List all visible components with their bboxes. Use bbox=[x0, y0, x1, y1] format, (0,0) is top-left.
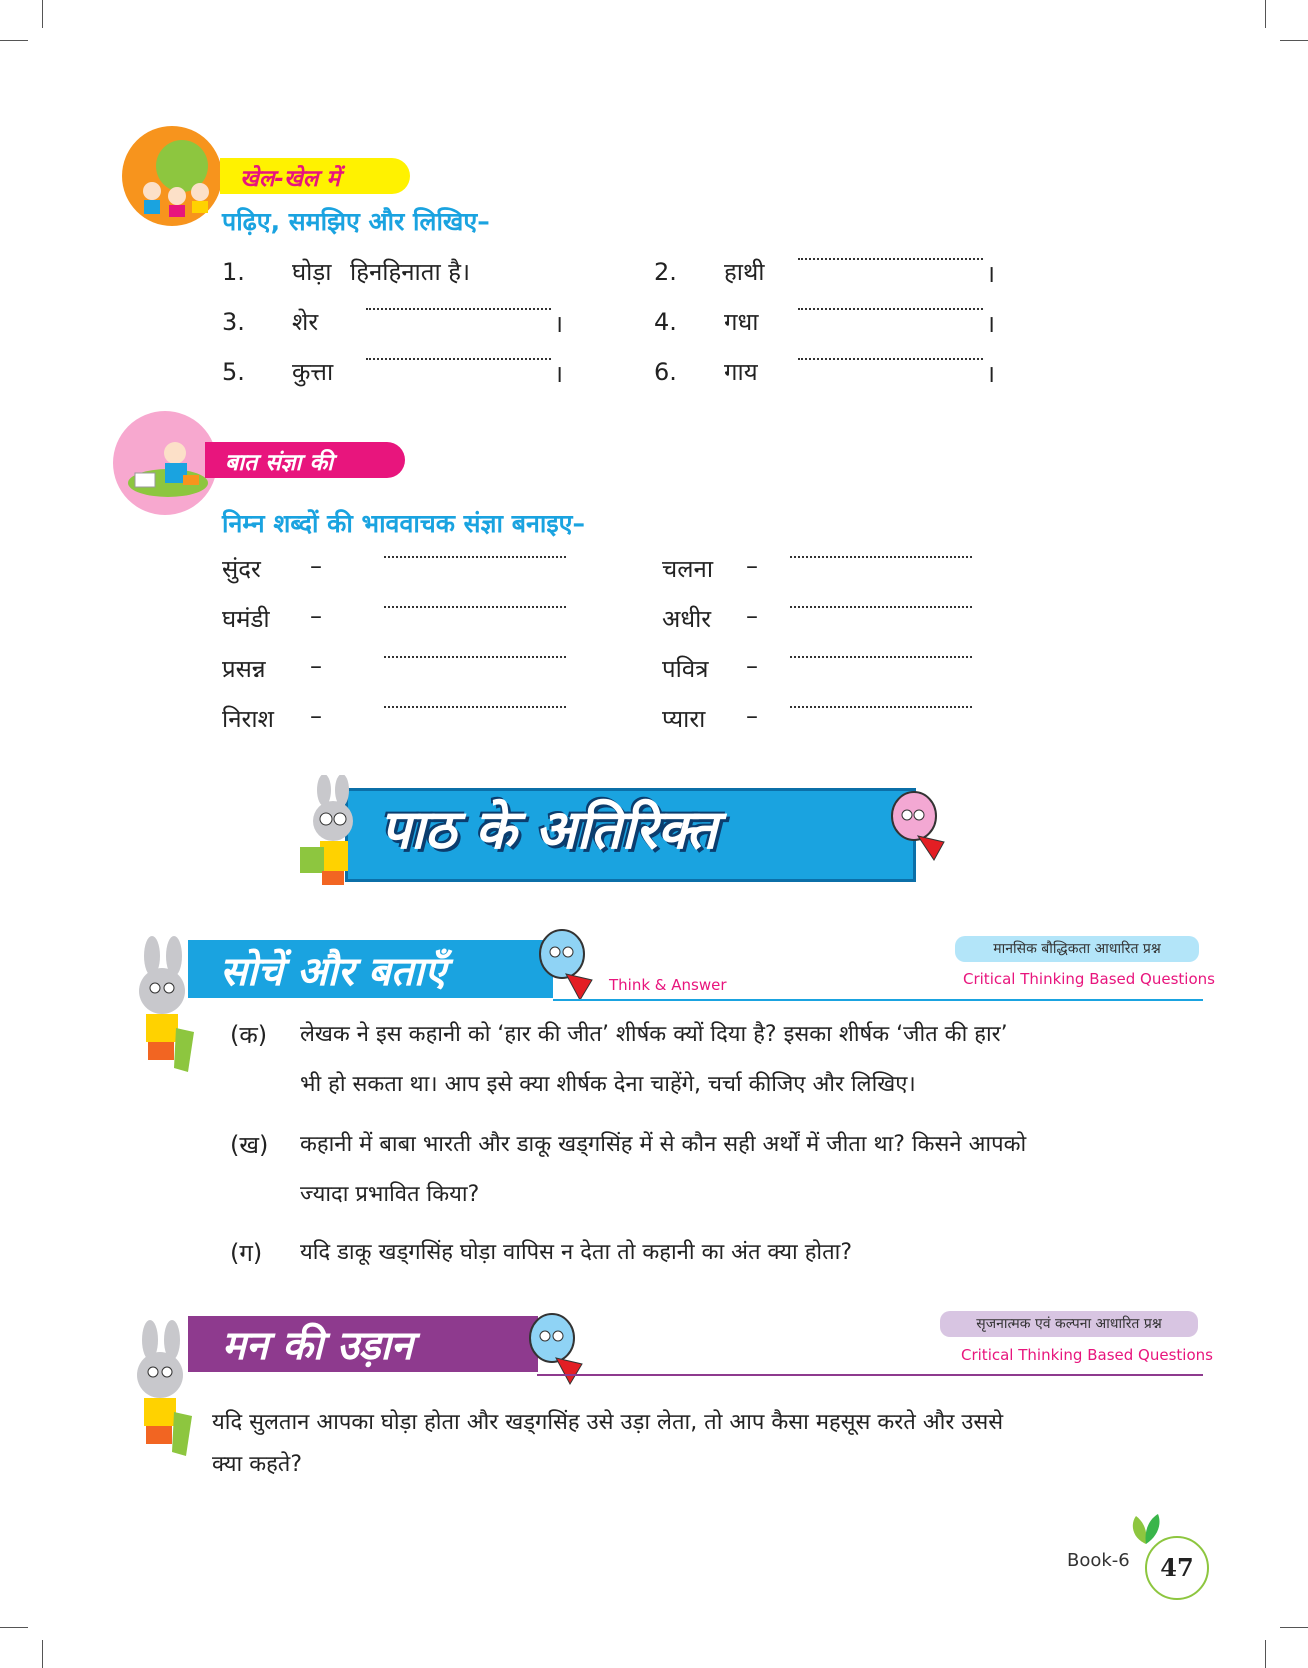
page-number-circle bbox=[1145, 1536, 1209, 1600]
noun-word: प्रसन्न bbox=[222, 655, 266, 683]
instruction-2: निम्न शब्दों की भाववाचक संज्ञा बनाइए– bbox=[222, 509, 585, 538]
flight-tag-en: Critical Thinking Based Questions bbox=[961, 1346, 1213, 1364]
think-underline bbox=[553, 999, 1203, 1001]
crop-mark bbox=[42, 1640, 43, 1668]
danda: । bbox=[986, 260, 996, 288]
answer-blank[interactable] bbox=[366, 308, 551, 310]
danda: । bbox=[554, 310, 564, 338]
flight-title: मन की उड़ान bbox=[222, 1323, 413, 1369]
noun-word: निराश bbox=[222, 705, 274, 733]
crop-mark bbox=[1280, 1627, 1308, 1628]
flight-question: यदि सुलतान आपका घोड़ा होता और खड्गसिंह उसे उड़ा लेता, तो आप कैसा महसूस करते और उससे bbox=[212, 1410, 1004, 1435]
answer-blank[interactable] bbox=[366, 358, 551, 360]
flight-question: क्या कहते? bbox=[212, 1452, 303, 1477]
instruction-1: पढ़िए, समझिए और लिखिए– bbox=[222, 207, 490, 236]
answer-blank[interactable] bbox=[384, 706, 566, 708]
crop-mark bbox=[42, 0, 43, 28]
item-word: गधा bbox=[724, 308, 759, 336]
question-text: भी हो सकता था। आप इसे क्या शीर्षक देना चाहेंगे, चर्चा कीजिए और लिखिए। bbox=[300, 1072, 916, 1097]
crop-mark bbox=[1265, 0, 1266, 28]
question-text: कहानी में बाबा भारती और डाकू खड्गसिंह में से कौन सही अर्थों में जीता था? किसने आपको bbox=[300, 1132, 1027, 1157]
question-label: (ख) bbox=[230, 1131, 269, 1159]
answer-blank[interactable] bbox=[384, 606, 566, 608]
item-word: कुत्ता bbox=[292, 358, 334, 386]
item-number: 6. bbox=[654, 358, 677, 386]
rabbit-reading-icon bbox=[296, 775, 366, 900]
dash: – bbox=[310, 552, 322, 580]
answer-blank[interactable] bbox=[790, 706, 972, 708]
answer-blank[interactable] bbox=[798, 258, 983, 260]
book-label: Book-6 bbox=[1067, 1550, 1130, 1571]
rabbit-pencil-icon bbox=[116, 1320, 196, 1460]
think-tag-en: Critical Thinking Based Questions bbox=[963, 970, 1215, 988]
answer-blank[interactable] bbox=[384, 656, 566, 658]
dash: – bbox=[746, 602, 758, 630]
noun-word: सुंदर bbox=[222, 555, 261, 583]
item-number: 1. bbox=[222, 258, 245, 286]
item-word: शेर bbox=[292, 308, 319, 336]
question-label: (ग) bbox=[230, 1239, 263, 1267]
noun-word: चलना bbox=[662, 555, 714, 583]
crop-mark bbox=[1265, 1640, 1266, 1668]
crop-mark bbox=[0, 1627, 28, 1628]
think-tag: मानसिक बौद्धिकता आधारित प्रश्न bbox=[955, 936, 1199, 962]
dash: – bbox=[746, 652, 758, 680]
banner-title: पाठ के अतिरिक्त bbox=[380, 798, 717, 861]
dash: – bbox=[310, 702, 322, 730]
answer-blank[interactable] bbox=[790, 556, 972, 558]
noun-word: पवित्र bbox=[662, 655, 709, 683]
item-number: 4. bbox=[654, 308, 677, 336]
crop-mark bbox=[0, 40, 28, 41]
kids-playing-illustration bbox=[122, 126, 222, 226]
noun-word: प्यारा bbox=[662, 705, 706, 733]
dash: – bbox=[310, 602, 322, 630]
pencil-mascot-icon bbox=[536, 926, 596, 1002]
danda: । bbox=[986, 360, 996, 388]
dash: – bbox=[746, 702, 758, 730]
rabbit-pencil-icon bbox=[118, 936, 198, 1076]
item-word: हाथी bbox=[724, 258, 765, 286]
page-number: 47 bbox=[1160, 1553, 1194, 1582]
item-answer: हिनहिनाता है। bbox=[350, 258, 471, 286]
question-label: (क) bbox=[230, 1021, 268, 1049]
flight-underline bbox=[537, 1374, 1203, 1376]
item-number: 3. bbox=[222, 308, 245, 336]
answer-blank[interactable] bbox=[790, 656, 972, 658]
noun-word: अधीर bbox=[662, 605, 712, 633]
think-subtitle: Think & Answer bbox=[609, 976, 727, 994]
question-text: यदि डाकू खड्गसिंह घोड़ा वापिस न देता तो कहानी का अंत क्या होता? bbox=[300, 1240, 853, 1265]
badge-text: बात संज्ञा की bbox=[225, 450, 334, 476]
answer-blank[interactable] bbox=[384, 556, 566, 558]
answer-blank[interactable] bbox=[798, 308, 983, 310]
item-word: गाय bbox=[724, 358, 758, 386]
flight-tag: सृजनात्मक एवं कल्पना आधारित प्रश्न bbox=[940, 1311, 1198, 1337]
dash: – bbox=[310, 652, 322, 680]
section-badge-khel bbox=[220, 158, 410, 194]
danda: । bbox=[554, 360, 564, 388]
answer-blank[interactable] bbox=[790, 606, 972, 608]
section-badge-sangya bbox=[205, 442, 405, 478]
question-text: लेखक ने इस कहानी को ‘हार की जीत’ शीर्षक क्यों दिया है? इसका शीर्षक ‘जीत की हार’ bbox=[300, 1022, 1008, 1047]
child-reading-illustration bbox=[113, 411, 217, 515]
pencil-mascot-icon bbox=[888, 790, 950, 862]
think-title: सोचें और बताएँ bbox=[220, 949, 447, 995]
item-word: घोड़ा bbox=[292, 258, 332, 286]
answer-blank[interactable] bbox=[798, 358, 983, 360]
danda: । bbox=[986, 310, 996, 338]
noun-word: घमंडी bbox=[222, 605, 270, 633]
question-text: ज्यादा प्रभावित किया? bbox=[300, 1182, 480, 1207]
badge-text: खेल-खेल में bbox=[240, 166, 341, 192]
dash: – bbox=[746, 552, 758, 580]
item-number: 5. bbox=[222, 358, 245, 386]
crop-mark bbox=[1280, 40, 1308, 41]
item-number: 2. bbox=[654, 258, 677, 286]
